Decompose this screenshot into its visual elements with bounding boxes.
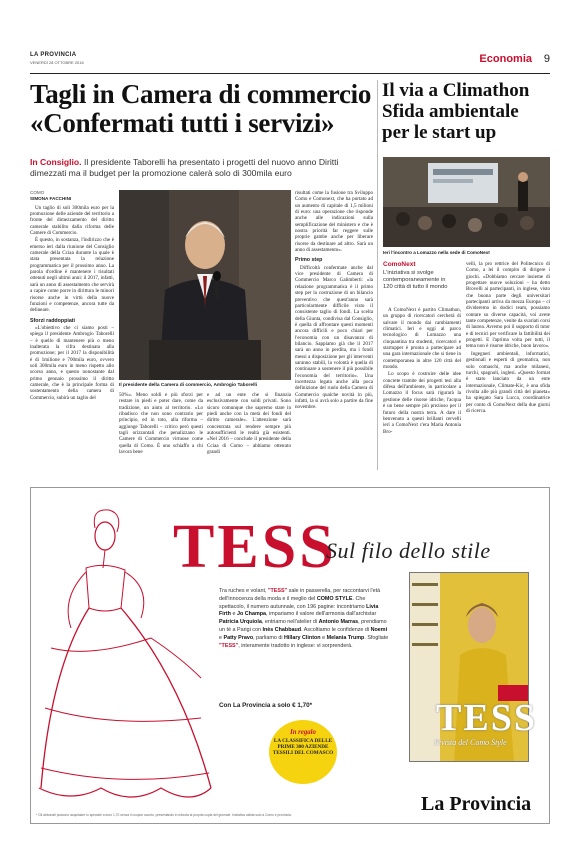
paragraph: «L'obiettivo che ci siamo posti – spiega il presidente Ambrogio Taborelli – è quello di mantenere più o meno inalterata la cifra destinata alla promozione; per il 2017 la disponibilità è di 1milione e 700mila euro, ovvero soli 300mila euro in meno rispetto allo scorso anno, e questo nonostante dal primo gennaio prossimo il diritto camerale, che è la principale forma di sostentamento della camera di Commercio, subirà un taglio del [30,324,114,401]
main-headline-line-2: «Confermati tutti i servizi» [30,108,335,138]
page-number: 9 [543,53,550,65]
ad-text-highlight: Antonio Marras [318,619,359,626]
paragraph: e ad un ente che si finanzia esclusivamente con soldi privati. Sono sicuro comunque che sapremo stare in piedi anche con la metà dei fondi del diritto camerale». L'attenzione sarà concentrata sul rendere sempre più autosufficienti le realtà già esistenti. «Nel 2016 – conclude il presidente della Cciaa di Como – abbiamo ottenuto grandi [207,392,291,456]
paragraph: Lo scopo è costruire delle idee concrete tramite dei progetti tesi alla difesa dell'ambiente, in particolare a Lomazzo il focus sarà rigurarà la gestione delle risorse idriche, l'acqua è un bene sempre più prezioso per il futuro della nostra terra. A dare il benvenuto a questi brillanti cervelli ieri a ComoNext c'era Maria Antonia Bro- [383,371,461,435]
ad-text-part: . Sfogliate [364,634,389,641]
ad-price: Con La Provincia a solo € 1,70* [219,702,313,709]
ad-text-part: e [320,634,327,641]
tess-advertisement[interactable] [30,487,550,824]
portrait-illustration [119,190,291,380]
article-column-2 [119,392,203,480]
subheading: Sforzi raddoppiati [30,317,76,324]
gift-title: In regalo [290,729,316,736]
paragraph: È questo, in sostanza, l'indirizzo che è emerso ieri dalla riunione del Consiglio camerale della Cciaa durante la quale è stata presentata la relazione programmatica per il prossimo anno. La parola d'ordine è mantenere i risultati ottenuti negli ultimi anni: il 2017, infatti, sarà un anno di assestamento che servirà a capire come porre in dirittura le minori risorse anche in virtù della nuove funzioni e competenze, ancora tutte da delineare. [30,237,114,314]
paragraph: velli, la pro rettrice del Politecnico di Como, a lei il compito di dirigere i giochi. «Dobbiamo cercare insieme di progettare nuove soluzioni – ha detto Brovelli ai partecipanti, in inglese, visto che buona parte degli universitari partecipanti arriva da mezza Europa – ci divideremo in dodici team, possiamo contare su diverse capacità, voi avete tante competenze, venite da svariati corsi di laurea. Avremo poi il supporto di tutor e di tecnici per verificare la fattibilità dei progetti. E l'aprima volta per tutti, il tema non è risorse idriche, buon lavoro». [466,261,550,350]
main-headline-line-1: Tagli in Camera di commercio [30,79,372,109]
ad-description [219,588,391,650]
ad-text-highlight: Livia Firth [219,603,379,618]
main-headline [30,80,375,138]
ad-text-highlight: Jo Champa [236,611,267,618]
ad-text-part: , interamente tradotto in inglese: vi sorprenderà. [238,642,353,649]
photo-caption: Il presidente della Camera di commercio, Ambrogio Taborelli [119,383,258,388]
ad-text-part: , impariamo il valore dell'armonia dall'archistar [266,611,377,618]
ad-text-highlight: Noemi [370,626,388,633]
ad-text-highlight: COMO STYLE [316,595,353,602]
ad-text-highlight: Melania Trump [326,634,365,641]
subheading: Primo step [295,257,323,264]
ad-text-highlight: "TESS" [267,588,288,594]
summary-text: Il presidente Taborelli ha presentato i progetti del nuovo anno Diritti dimezzati ma il budget per la promozione calerà solo di 300mila euro [30,157,339,178]
paper-name: LA PROVINCIA [30,52,77,58]
byline-author: SIMONA FACCHINI [30,196,72,202]
side-column-2 [466,261,550,477]
ad-text-part: e [219,634,224,641]
byline-place: COMO [30,190,45,195]
article-column-1 [30,190,114,480]
la-provincia-logo: La Provincia [421,793,532,815]
box-text: L'iniziativa si svolge contemporaneamente in 120 città di tutto il mondo [383,270,448,291]
ad-text-part: Tra ruches e volant, [219,588,268,594]
side-headline-line-1: Il via a Climathon [382,80,530,101]
magazine-subtitle: Rivista del Como Style [434,738,507,747]
article-column-3 [207,392,291,480]
magazine-logo: TESS [436,697,537,739]
paragraph: Difficoltà confermate anche dal vice presidente di Camera di Commercio Marco Galimberti: «la relazione programmatica è il primo step per la costruzione di un bilancio preventivo che quest'anno sarà particolarmente difficile visto il consistente taglio di fondi. La scelta della Giunta, condivisa dal Consiglio, è quella di affrontare questi momenti ancora difficili e poco chiari per l'economia con un disavanzo di bilancio. Sappiamo già che il 2017 sarà un anno in perdita, ma i fondi messi a disposizione per gli interventi saranno stabili, la volontà è quella di continuare a sostenere il più possibile l'economia del territorio». Una incertezza legata anche alla poca definizione del ruolo della Camera di Commercio qualche novità in più, infatti, la si avrà solo a partire da fine novembre. [295,264,373,411]
side-headline [382,80,550,143]
climathon-photo [383,157,550,247]
paper-date: VENERDÌ 28 OTTOBRE 2016 [30,60,84,65]
ad-text-highlight: Hillary Clinton [284,634,321,641]
ad-text-part: , prendiamo un tè a Parigi con [219,619,387,633]
ad-footnote: * Gli abbonati possono acquistare lo speciale a euro 1,70 senza il coupon sconto, presentando in edicola la propria copia del giornale. Iniziativa valida solo a Como e provincia. [36,813,292,817]
side-headline-line-3: per le start up [382,122,497,143]
ad-text-part: e [230,611,237,618]
masthead [30,52,550,74]
summary-lead: In Consiglio. [30,157,82,167]
ad-text-highlight: Patty Pravo [223,634,254,641]
article-summary [30,157,375,179]
box-title: ComoNext [383,261,416,268]
paragraph: Ingegneri ambientali, informatici, gestionali e esperti di geomatica, non solo comaschi, ma anche milanesi, turchi, spagnoli, inglesi. «Questo format è stato lanciato da un ente internazionale, Climate-Kic, è una sfida rivolta alle più grandi città del pianeta» ha spiegato Sara Lucca, coordinatrice per conto di ComoNext della due giorni di ricerca. [466,350,550,414]
ad-text-part: sale in passerella, per raccontarvi l'età dell'innocenza della moda e il meglio del [219,588,381,602]
event-caption: Ieri l'incontro a Lomazzo nella sede di ComoNext [383,250,490,255]
paragraph: risultati come la fusione tra Sviluppo Como e Comonext, che ha portato ad un aumento di capitale di 1,5 milioni di euro: una operazione che risponde anche alle indicazioni sulla semplificazione del ministero e che è nostra priorità far reggere sulle proprie gambe anche per liberare risorse da destinare ad altro. Sarà un anno di assestamento». [295,190,373,254]
paragraph: A ComoNext è partito Climathon, un gruppo di ricercatori cercherà di salvare il mondo dai cambiamenti climatici. Ieri e oggi al parco tecnologico di Lomazzo una cinquantina tra studenti, ricercatori e startupper è pronta a partecipare ad una gara internazionale che si tiene in contemporanea in altre 120 città del mondo. [383,307,461,371]
side-headline-line-2: Sfida ambientale [382,101,519,122]
ad-brand: TESS [173,513,337,581]
ad-text-highlight: Inès Chabbaud [262,626,302,633]
ad-text-part: , parliamo di [253,634,285,641]
event-illustration [383,157,550,247]
gift-text: LA CLASSIFICA DELLE PRIME 300 AZIENDE TESSILI DEL COMASCO [272,738,334,756]
ad-text-part: . Che spettacolo, il numero autunnale, con 196 pagine: incontriamo [219,595,367,610]
section-name: Economia [479,53,532,65]
gift-badge [269,720,337,784]
ad-text-part: , entriamo nell'atelier di [261,619,319,626]
paragraph: 50%». Meno soldi e più sforzi per restare in piedi e poter dare, come da tradizione, un aiuto al territorio. «Lo ribadisco che non sono contrario per principio, ed in toto, alla riforma – aggiunge Taborelli – critico però questi tagli orizzontali che penalizzano le Camere di Commercio virtuose come quella di Como. È uno schiaffo a chi lavora bene [119,392,203,456]
article-column-4 [295,190,373,480]
taborelli-photo [119,190,291,380]
side-column-1 [383,307,461,477]
ad-text-highlight: "TESS" [219,642,239,649]
ad-text-part: . Ascoltiamo le confidenze di [301,626,371,633]
paragraph: Un taglio di soli 300mila euro per la promozione delle aziende del territorio a fronte del dimezzamento del diritto camerale stabilito dalla riforma delle Camere di Commercio. [30,204,114,237]
top-rule [30,73,550,74]
ad-text-highlight: Patricia Urquiola [219,619,262,626]
ad-slogan: Sul filo dello stile [326,538,491,563]
column-separator [377,80,378,470]
